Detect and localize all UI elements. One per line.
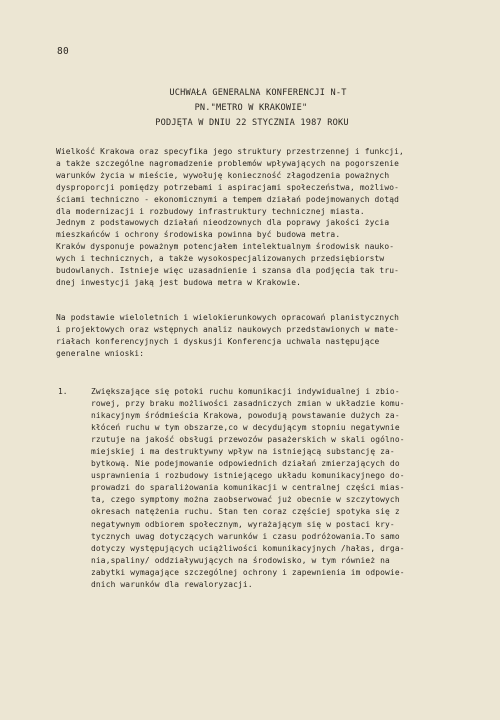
document-body — [56, 146, 476, 360]
list-line: usprawnienia i rozbudowy istniejącego układu komunikacyjnego do- — [91, 471, 405, 481]
list-item — [58, 386, 478, 591]
paragraph-line: dnej inwestycji jaką jest budowa metra w Krakowie. — [56, 277, 302, 287]
paragraph-line: budowlanych. Istnieje więc uzasadnienie i szansa dla podjęcia tak tru- — [56, 266, 400, 276]
list-line: zabytki wymagające szczególnej ochrony i zapewnienia im odpowie- — [91, 567, 405, 577]
list-line: nia,spaliny/ oddziaływujących na środowisko, w tym również na — [91, 555, 390, 565]
paragraph-line: wych i technicznych, a także wysokospecjalizowanych przedsiębiorstw — [56, 254, 385, 264]
list-line: bytkową. Nie podejmowanie odpowiednich działań zmierzających do — [91, 459, 400, 469]
list-item-text — [91, 386, 478, 591]
paragraph-line: generalne wnioski: — [56, 348, 145, 358]
list-line: miejskiej i ma destruktywny wpływ na istniejącą substancję za- — [91, 447, 395, 457]
paragraph-line: dla modernizacji i rozbudowy infrastruktury technicznej miasta. — [56, 206, 365, 216]
list-line: tycznych uwag dotyczących warunków i czasu podróżowania.To samo — [91, 531, 400, 541]
paragraph-line: Jednym z podstawowych działań nieodzownych dla poprawy jakości życia — [56, 218, 390, 228]
list-line: prowadzi do sparaliżowania komunikacji w centralnej części mias- — [91, 483, 405, 493]
basis-paragraph — [56, 312, 476, 360]
paragraph-line: i projektowych oraz wstępnych analiz naukowych przedstawionych w mate- — [56, 324, 400, 334]
paragraph-line: ściami techniczno - ekonomicznymi a tempem działań podejmowanych dotąd — [56, 194, 400, 204]
title-line-1: UCHWAŁA GENERALNA KONFERENCJI N-T — [169, 88, 347, 98]
list-line: okresach natężenia ruchu. Stan ten coraz częściej spotyka się z — [91, 507, 400, 517]
intro-paragraph — [56, 146, 476, 289]
list-line: dnich warunków dla rewaloryzacji. — [91, 579, 253, 589]
title-line-3: PODJĘTA W DNIU 22 STYCZNIA 1987 ROKU — [155, 118, 349, 128]
paragraph-line: Na podstawie wieloletnich i wielokierunkowych opracowań planistycznych — [56, 312, 400, 322]
list-line: dotyczy występujących uciążliwości komunikacyjnych /hałas, drga- — [91, 543, 405, 553]
paragraph-line: Kraków dysponuje poważnym potencjałem intelektualnym środowisk nauko- — [56, 242, 395, 252]
list-line: negatywnym odbiorem społecznym, wyrażającym się w postaci kry- — [91, 519, 395, 529]
list-line: rzutuje na jakość obsługi przewozów pasażerskich w skali ogólno- — [91, 435, 405, 445]
list-line: ta, czego symptomy można zaobserwować już obecnie w szczytowych — [91, 495, 400, 505]
list-line: kłóceń ruchu w tym obszarze,co w decydującym stopniu negatywnie — [91, 423, 400, 433]
document-title — [0, 86, 500, 131]
conclusions-list — [58, 386, 478, 591]
paragraph-line: dysproporcji pomiędzy potrzebami i aspiracjami społeczeństwa, możliwo- — [56, 182, 400, 192]
list-item-number: 1. — [58, 387, 68, 396]
list-line: rowej, przy braku możliwości zasadniczych zmian w układzie komu- — [91, 399, 405, 409]
title-line-2: PN."METRO W KRAKOWIE" — [194, 103, 308, 113]
paragraph-line: warunków życia w mieście, wywołuję konieczność złagodzenia poważnych — [56, 170, 390, 180]
paragraph-line: riałach konferencyjnych i dyskusji Konferencja uchwala następujące — [56, 336, 380, 346]
paragraph-line: mieszkańców i ochrony środowiska powinna być budowa metra. — [56, 230, 341, 240]
paragraph-line: Wielkość Krakowa oraz specyfika jego struktury przestrzennej i funkcji, — [56, 147, 404, 156]
page-number: 80 — [57, 46, 70, 57]
list-line: Zwiększające się potoki ruchu komunikacji indywidualnej i zbio- — [91, 387, 400, 396]
paragraph-line: a także szczególne nagromadzenie problemów wpływających na pogorszenie — [56, 158, 400, 168]
list-line: nikacyjnym śródmieścia Krakowa, powodują powstawanie dużych za- — [91, 411, 400, 421]
